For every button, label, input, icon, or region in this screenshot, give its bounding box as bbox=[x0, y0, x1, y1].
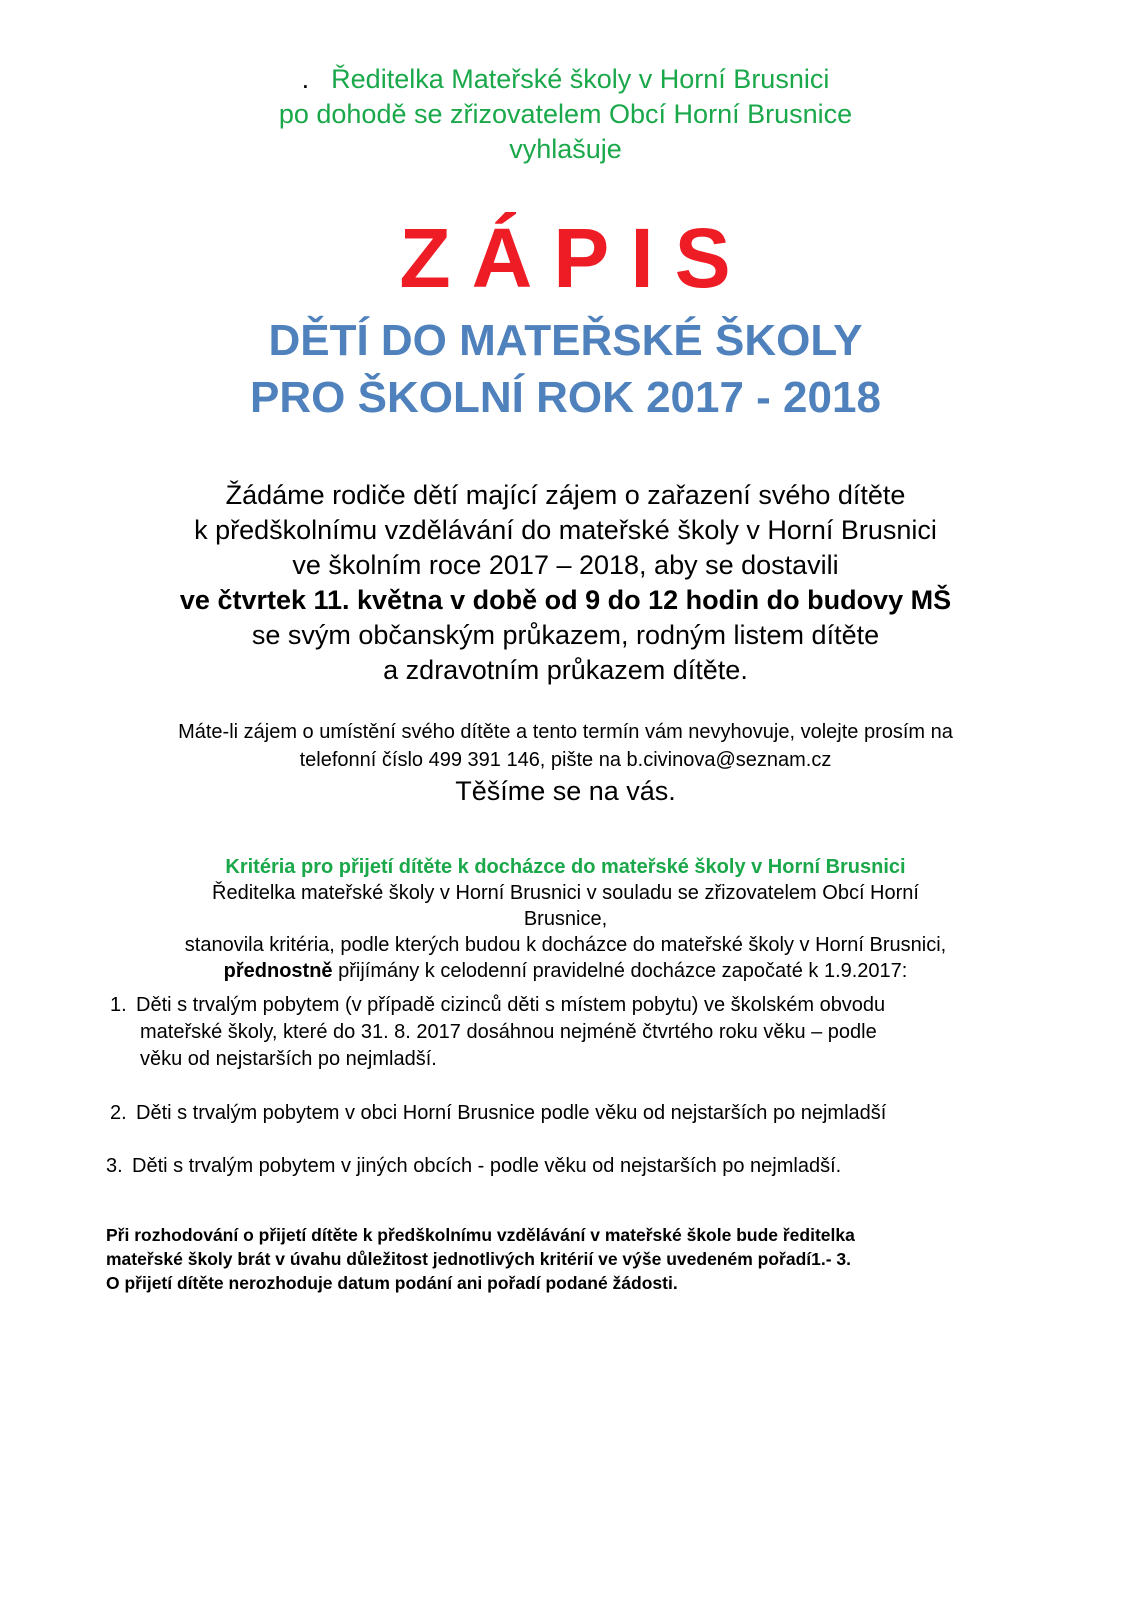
request-line-6: a zdravotním průkazem dítěte. bbox=[383, 655, 748, 685]
list-number: 2. bbox=[110, 1102, 127, 1124]
footer-line-3: O přijetí dítěte nerozhoduje datum podání ani pořadí podané žádosti. bbox=[106, 1273, 678, 1293]
heading-block bbox=[0, 312, 1131, 426]
list-number: 3. bbox=[106, 1155, 123, 1177]
request-block bbox=[0, 478, 1131, 688]
heading-line-2: PRO ŠKOLNÍ ROK 2017 - 2018 bbox=[250, 373, 881, 422]
list-item-1-line-3: věku od nejstarších po nejmladší. bbox=[140, 1048, 437, 1070]
intro-block bbox=[0, 62, 1131, 167]
intro-line-2: po dohodě se zřizovatelem Obcí Horní Brusnice bbox=[278, 99, 853, 129]
contact-line-2: telefonní číslo 499 391 146, pište na b.civinova@seznam.cz bbox=[299, 749, 832, 771]
intro-line-1 bbox=[0, 62, 1131, 97]
list-item-1-line-2: mateřské školy, které do 31. 8. 2017 dosáhnou nejméně čtvrtého roku věku – podle bbox=[140, 1021, 877, 1043]
list-number: 1. bbox=[110, 994, 127, 1016]
greeting: Těšíme se na vás. bbox=[455, 776, 676, 806]
criteria-line-2: Brusnice, bbox=[523, 908, 608, 930]
criteria-line-1: Ředitelka mateřské školy v Horní Brusnici v souladu se zřizovatelem Obcí Horní bbox=[212, 882, 919, 904]
heading-line-1: DĚTÍ DO MATEŘSKÉ ŠKOLY bbox=[268, 316, 863, 365]
intro-line-1-text: Ředitelka Mateřské školy v Horní Brusnici bbox=[331, 64, 830, 94]
footer-line-1: Při rozhodování o přijetí dítěte k předškolnímu vzdělávání v mateřské škole bude ředitelka bbox=[106, 1225, 855, 1245]
request-line-1: Žádáme rodiče dětí mající zájem o zařazení svého dítěte bbox=[225, 480, 906, 510]
request-date-line: ve čtvrtek 11. května v době od 9 do 12 hodin do budovy MŠ bbox=[179, 585, 952, 615]
request-line-5: se svým občanským průkazem, rodným listem dítěte bbox=[251, 620, 880, 650]
list-item-3-line-1: Děti s trvalým pobytem v jiných obcích - podle věku od nejstarších po nejmladší. bbox=[132, 1155, 842, 1177]
criteria-block bbox=[0, 854, 1131, 984]
footer-note bbox=[106, 1223, 1006, 1295]
criteria-title: Kritéria pro přijetí dítěte k docházce do mateřské školy v Horní Brusnici bbox=[225, 856, 906, 878]
criteria-line-4-rest: přijímány k celodenní pravidelné docházce započaté k 1.9.2017: bbox=[332, 960, 908, 982]
list-item-1 bbox=[110, 992, 1010, 1073]
list-item-2-line-1: Děti s trvalým pobytem v obci Horní Brusnice podle věku od nejstarších po nejmladší bbox=[136, 1102, 887, 1124]
contact-block bbox=[0, 718, 1131, 808]
list-item-2 bbox=[110, 1100, 1010, 1127]
request-line-2: k předškolnímu vzdělávání do mateřské školy v Horní Brusnici bbox=[194, 515, 937, 545]
criteria-line-3: stanovila kritéria, podle kterých budou k docházce do mateřské školy v Horní Brusnici, bbox=[184, 934, 947, 956]
list-item-1-line-1: Děti s trvalým pobytem (v případě cizinců děti s místem pobytu) ve školském obvodu bbox=[136, 994, 886, 1016]
footer-line-2: mateřské školy brát v úvahu důležitost jednotlivých kritérií ve výše uvedeném pořadí1.- 3. bbox=[106, 1249, 851, 1269]
criteria-line-4 bbox=[0, 958, 1131, 984]
criteria-bold-word: přednostně bbox=[223, 960, 333, 982]
list-item-3 bbox=[106, 1153, 1006, 1180]
intro-line-3: vyhlašuje bbox=[509, 134, 622, 164]
page-title: ZÁPIS bbox=[399, 211, 752, 305]
intro-dot: . bbox=[301, 64, 310, 94]
contact-line-1: Máte-li zájem o umístění svého dítěte a tento termín vám nevyhovuje, volejte prosím na bbox=[178, 721, 953, 743]
request-line-3: ve školním roce 2017 – 2018, aby se dostavili bbox=[292, 550, 839, 580]
